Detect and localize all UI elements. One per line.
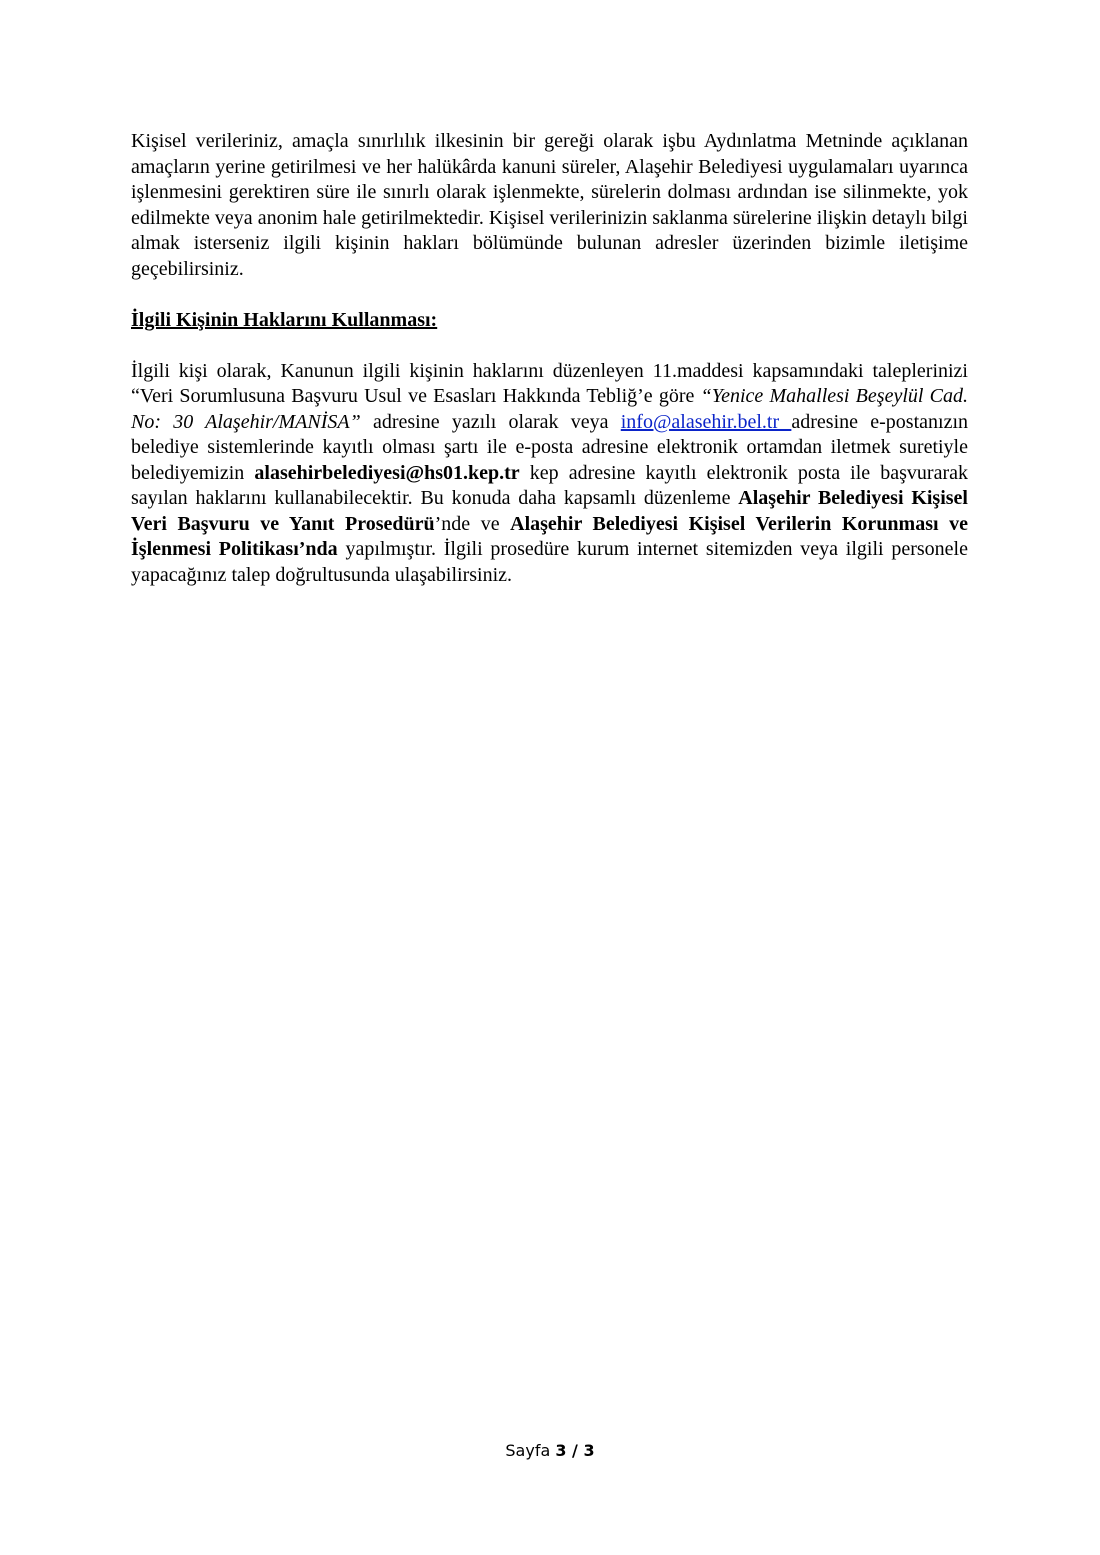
document-body [131,129,968,588]
retention-paragraph: Kişisel verileriniz, amaçla sınırlılık ilkesinin bir gereği olarak işbu Aydınlatma Metninde açıklanan amaçların yerine getirilmesi ve her halükârda kanuni süreler, Alaşehir Belediyesi uygulamaları uyarınca işlenmesini gerektiren süre ile sınırlı olarak işlenmekte, sürelerin dolması ardından ise silinmekte, yok edilmekte veya anonim hale getirilmektedir. Kişisel verilerinizin saklanma sürelerine ilişkin detaylı bilgi almak isterseniz ilgili kişinin hakları bölümünde bulunan adresler üzerinden bizimle iletişime geçebilirsiniz. [131,130,968,280]
rights-text-4: kep adresine kayıtlı elektronik posta ile başvurarak sayılan haklarını kullanabilecektir. Bu konuda daha kapsamlı düzenleme [131,461,968,509]
total-page-number: 3 [583,1441,595,1460]
rights-text-6: yapılmıştır. İlgili prosedüre kurum internet sitemizden veya ilgili personele yapacağınız talep doğrultusunda ulaşabilirsiniz. [131,538,968,586]
rights-paragraph [131,359,968,589]
section-heading: İlgili Kişinin Haklarını Kullanması: [131,308,438,331]
current-page-number: 3 [555,1441,567,1460]
procedure-title: Alaşehir Belediyesi Kişisel Veri Başvuru ve Yanıt Prosedürü [131,487,968,535]
rights-text-3: adresine e-postanızın belediye sistemlerinde kayıtlı olması şartı ile e-posta adresine elektronik ortamdan iletmek suretiyle belediyemizin [131,410,969,484]
policy-title: Alaşehir Belediyesi Kişisel Verilerin Korunması ve İşlenmesi Politikası’nda [131,512,968,560]
rights-text-5: ’nde ve [434,512,511,535]
rights-text-1: İlgili kişi olarak, Kanunun ilgili kişinin haklarını düzenleyen 11.maddesi kapsamındaki taleplerinizi “Veri Sorumlusuna Başvuru Usul ve Esasları Hakkında Tebliğ’e göre [131,359,968,407]
kep-address: alasehirbelediyesi@hs01.kep.tr [254,461,520,484]
page-separator: / [566,1441,584,1460]
page-footer [0,1441,1100,1461]
address-text: “Yenice Mahallesi Beşeylül Cad. No: 30 Alaşehir/MANİSA” [131,385,968,433]
page-label: Sayfa [505,1441,556,1460]
email-link[interactable]: info@alasehir.bel.tr [620,410,792,433]
rights-text-2: adresine yazılı olarak veya [360,410,621,433]
